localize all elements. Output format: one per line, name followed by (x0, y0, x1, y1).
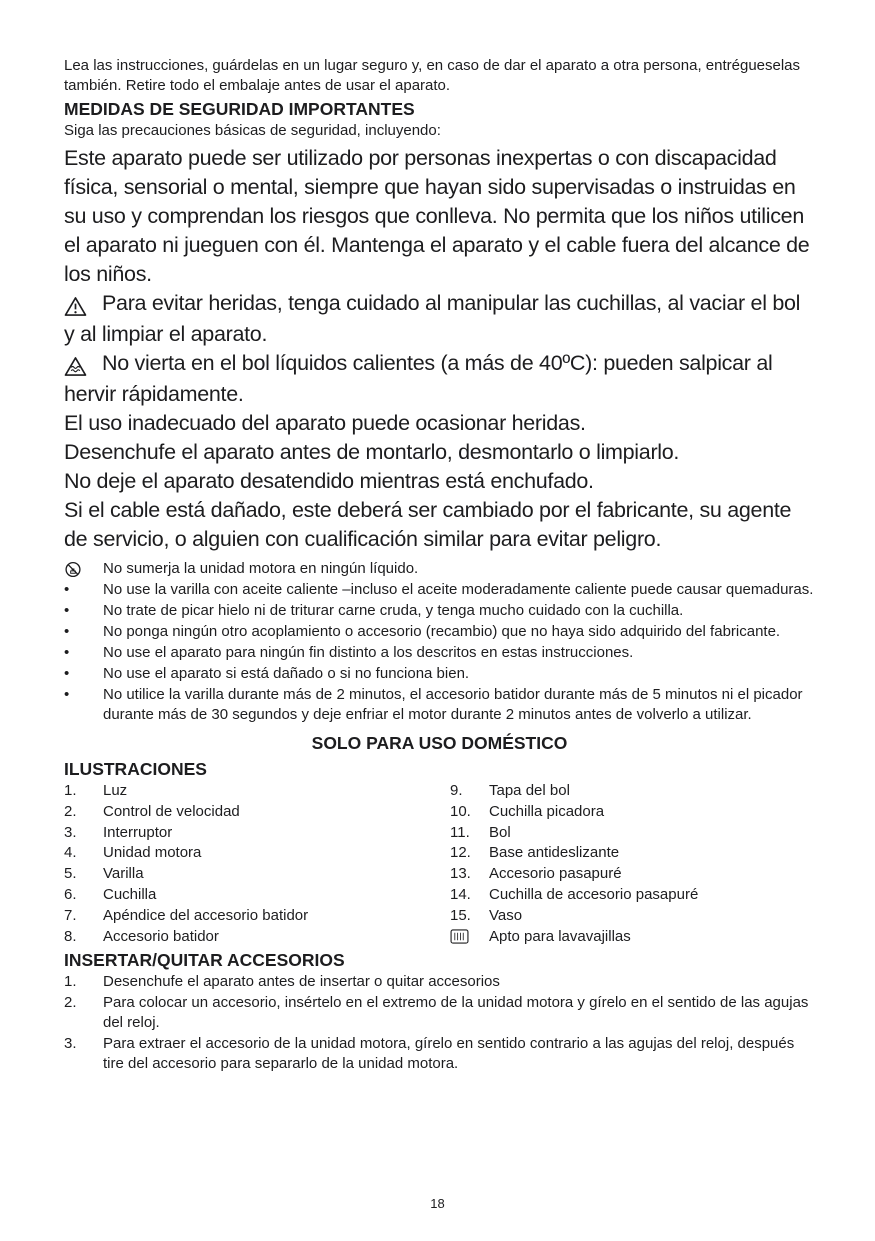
illustration-item (64, 864, 450, 885)
item-number: 6. (64, 885, 77, 903)
bullet-text: No trate de picar hielo ni de triturar carne cruda, y tenga mucho cuidado con la cuchilla. (103, 602, 684, 619)
bullet-item (64, 664, 815, 684)
item-label: Varilla (103, 865, 144, 883)
illustrations-left-column (64, 781, 450, 947)
safety-paragraph-4: No deje el aparato desatendido mientras está enchufado. (64, 469, 594, 493)
item-number: 9. (450, 782, 463, 799)
illustration-item (64, 823, 450, 844)
bullet-marker: • (64, 602, 70, 619)
item-label: Luz (103, 782, 128, 799)
illustration-item (450, 885, 815, 906)
bullet-marker: • (64, 686, 70, 703)
item-label: Apéndice del accesorio batidor (103, 906, 309, 924)
bullet-item (64, 643, 815, 663)
page-number: 18 (430, 1196, 445, 1211)
item-number: 13. (450, 865, 471, 883)
bullet-item (64, 685, 815, 725)
bullet-text: No use el aparato si está dañado o si no funciona bien. (103, 665, 470, 682)
bullet-text: No sumerja la unidad motora en ningún líquido. (103, 560, 419, 577)
accessory-step (64, 1034, 815, 1074)
item-label: Interruptor (103, 823, 173, 841)
illustration-item (450, 864, 815, 885)
illustrations-right-column (450, 781, 815, 947)
item-number: 7. (64, 906, 77, 924)
illustrations-list (64, 781, 815, 947)
warning-line-2 (64, 349, 815, 409)
bullet-item (64, 601, 815, 621)
warning-triangle-icon (64, 291, 88, 320)
item-number: 1. (64, 782, 77, 799)
safety-paragraph-3: Desenchufe el aparato antes de montarlo, desmontarlo o limpiarlo. (64, 440, 680, 464)
illustration-item (450, 906, 815, 927)
bullet-text: No utilice la varilla durante más de 2 minutos, el accesorio batidor durante más de 5 minutos ni el picador durante más de 30 segundos y deje enfriar el motor durante 2 minutos antes de volverlo a utilizar. (103, 686, 803, 723)
bullet-text: No ponga ningún otro acoplamiento o accesorio (recambio) que no haya sido adquirido del fabricante. (103, 623, 781, 640)
illustration-item (64, 781, 450, 802)
item-label: Accesorio pasapuré (489, 865, 622, 883)
step-number: 2. (64, 994, 77, 1012)
item-label: Bol (489, 823, 511, 841)
item-number: 14. (450, 885, 471, 903)
illustration-item (64, 885, 450, 906)
item-number: 3. (64, 823, 77, 841)
safety-paragraph-1: Este aparato puede ser utilizado por personas inexpertas o con discapacidad física, sensorial o mental, siempre que hayan sido supervisadas o instruidas en su uso y comprendan los riesgos que conlleva. No permita que los niños utilicen el aparato ni jueguen con él. Mantenga el aparato y el cable fuera del alcance de los niños. (64, 146, 810, 286)
illustration-item (450, 843, 815, 864)
bullet-item (64, 559, 815, 579)
bullet-marker: • (64, 623, 70, 640)
item-label: Tapa del bol (489, 782, 570, 799)
item-label: Cuchilla de accesorio pasapuré (489, 885, 699, 903)
safety-subheading: Siga las precauciones básicas de seguridad, incluyendo: (64, 122, 441, 139)
dishwasher-label: Apto para lavavajillas (489, 927, 631, 945)
item-label: Accesorio batidor (103, 927, 219, 945)
bullet-item (64, 580, 815, 600)
step-text: Para colocar un accesorio, insértelo en el extremo de la unidad motora y gírelo en el sentido de las agujas del reloj. (103, 994, 809, 1032)
illustration-item (450, 823, 815, 844)
item-number: 8. (64, 927, 77, 945)
bullet-marker: • (64, 665, 70, 682)
item-label: Cuchilla picadora (489, 802, 605, 820)
accessories-steps (64, 972, 815, 1074)
item-label: Cuchilla (103, 885, 157, 903)
bullet-text: No use la varilla con aceite caliente –incluso el aceite moderadamente caliente puede causar quemaduras. (103, 581, 814, 598)
step-number: 1. (64, 973, 77, 991)
illustration-item (64, 906, 450, 927)
safety-paragraph-5: Si el cable está dañado, este deberá ser cambiado por el fabricante, su agente de servicio, o alguien con cualificación similar para evitar peligro. (64, 498, 792, 551)
item-number: 4. (64, 844, 77, 862)
illustration-item (64, 802, 450, 823)
illustration-item (64, 843, 450, 864)
item-label: Unidad motora (103, 844, 202, 862)
no-immersion-icon (64, 559, 103, 579)
warning-text-1: Para evitar heridas, tenga cuidado al manipular las cuchillas, al vaciar el bol y al limpiar el aparato. (64, 291, 801, 346)
item-number: 15. (450, 906, 471, 924)
illustration-item (64, 927, 450, 948)
domestic-use-heading: SOLO PARA USO DOMÉSTICO (311, 733, 568, 753)
accessories-heading: INSERTAR/QUITAR ACCESORIOS (64, 950, 345, 971)
step-number: 3. (64, 1035, 77, 1053)
safety-heading: MEDIDAS DE SEGURIDAD IMPORTANTES (64, 99, 415, 119)
warning-text-2: No vierta en el bol líquidos calientes (a más de 40ºC): pueden salpicar al hervir rápidamente. (64, 351, 773, 406)
intro-text: Lea las instrucciones, guárdelas en un lugar seguro y, en caso de dar el aparato a otra persona, entrégueselas también. Retire todo el embalaje antes de usar el aparato. (64, 57, 801, 94)
item-label: Control de velocidad (103, 802, 240, 820)
step-text: Desenchufe el aparato antes de insertar o quitar accesorios (103, 973, 500, 991)
item-number: 12. (450, 844, 471, 862)
warning-line-1 (64, 289, 815, 349)
safety-large-text (64, 144, 815, 554)
safety-paragraph-2: El uso inadecuado del aparato puede ocasionar heridas. (64, 411, 586, 435)
step-text: Para extraer el accesorio de la unidad motora, gírelo en sentido contrario a las agujas del reloj, después tire del accesorio para separarlo de la unidad motora. (103, 1035, 795, 1073)
bullet-item (64, 622, 815, 642)
item-number: 10. (450, 802, 471, 820)
accessory-step (64, 972, 815, 992)
dishwasher-note (450, 927, 815, 948)
bullet-marker: • (64, 581, 70, 598)
bullet-marker: • (64, 644, 70, 661)
safety-bullet-list (64, 559, 815, 725)
illustrations-heading: ILUSTRACIONES (64, 759, 207, 779)
item-number: 2. (64, 802, 77, 820)
illustration-item (450, 781, 815, 802)
dishwasher-icon (450, 927, 489, 948)
accessory-step (64, 993, 815, 1033)
item-label: Vaso (489, 906, 523, 924)
item-number: 11. (450, 823, 470, 841)
illustration-item (450, 802, 815, 823)
bullet-text: No use el aparato para ningún fin distinto a los descritos en estas instrucciones. (103, 644, 634, 661)
hot-liquid-warning-icon (64, 351, 88, 380)
item-label: Base antideslizante (489, 844, 620, 862)
item-number: 5. (64, 865, 77, 883)
